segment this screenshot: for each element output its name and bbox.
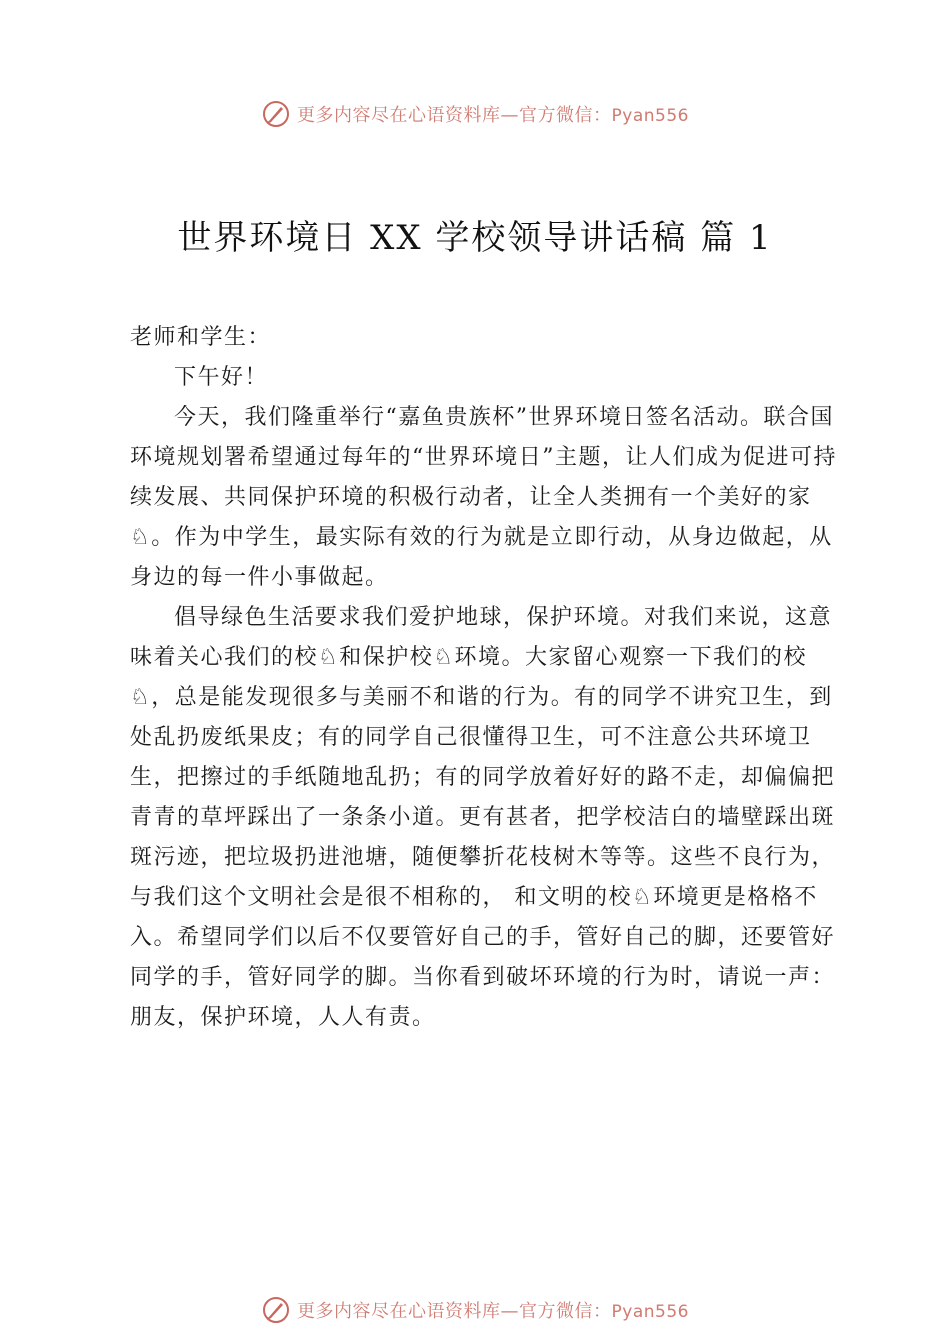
header-watermark (0, 94, 950, 134)
wechat-id: Pyan556 (611, 1302, 689, 1322)
watermark-text: 更多内容尽在心语资料库—官方微信： (297, 105, 612, 126)
footer-watermark (0, 1290, 950, 1330)
paragraph-1: 今天，我们隆重举行“嘉鱼贵族杯”世界环境日签名活动。联合国环境规划署希望通过每年的“世界环境日”主题，让人们成为促进可持续发展、共同保护环境的积极行动者，让全人类拥有一个美好的家♘。作为中学生，最实际有效的行为就是立即行动，从身边做起，从身边的每一件小事做起。 (130, 405, 837, 590)
quill-logo-icon (261, 1295, 291, 1325)
document-title: 世界环境日 XX 学校领导讲话稿 篇 1 (177, 218, 773, 258)
document-body (130, 318, 842, 1038)
wechat-id: Pyan556 (611, 106, 689, 126)
watermark-text: 更多内容尽在心语资料库—官方微信： (297, 1301, 612, 1322)
paragraph-2: 倡导绿色生活要求我们爱护地球，保护环境。对我们来说，这意味着关心我们的校♘和保护校♘环境。大家留心观察一下我们的校♘，总是能发现很多与美丽不和谐的行为。有的同学不讲究卫生，到处乱扔废纸果皮；有的同学自己很懂得卫生，可不注意公共环境卫生，把擦过的手纸随地乱扔；有的同学放着好好的路不走，却偏偏把青青的草坪踩出了一条条小道。更有甚者，把学校洁白的墙壁踩出斑斑污迹，把垃圾扔进池塘，随便攀折花枝树木等等。这些不良行为，与我们这个文明社会是很不相称的， 和文明的校♘环境更是格格不入。希望同学们以后不仅要管好自己的手，管好自己的脚，还要管好同学的手，管好同学的脚。当你看到破坏环境的行为时，请说一声：朋友，保护环境，人人有责。 (130, 605, 836, 1030)
greeting: 下午好！ (174, 365, 269, 390)
salutation: 老师和学生： (130, 325, 272, 350)
quill-logo-icon (261, 99, 291, 129)
